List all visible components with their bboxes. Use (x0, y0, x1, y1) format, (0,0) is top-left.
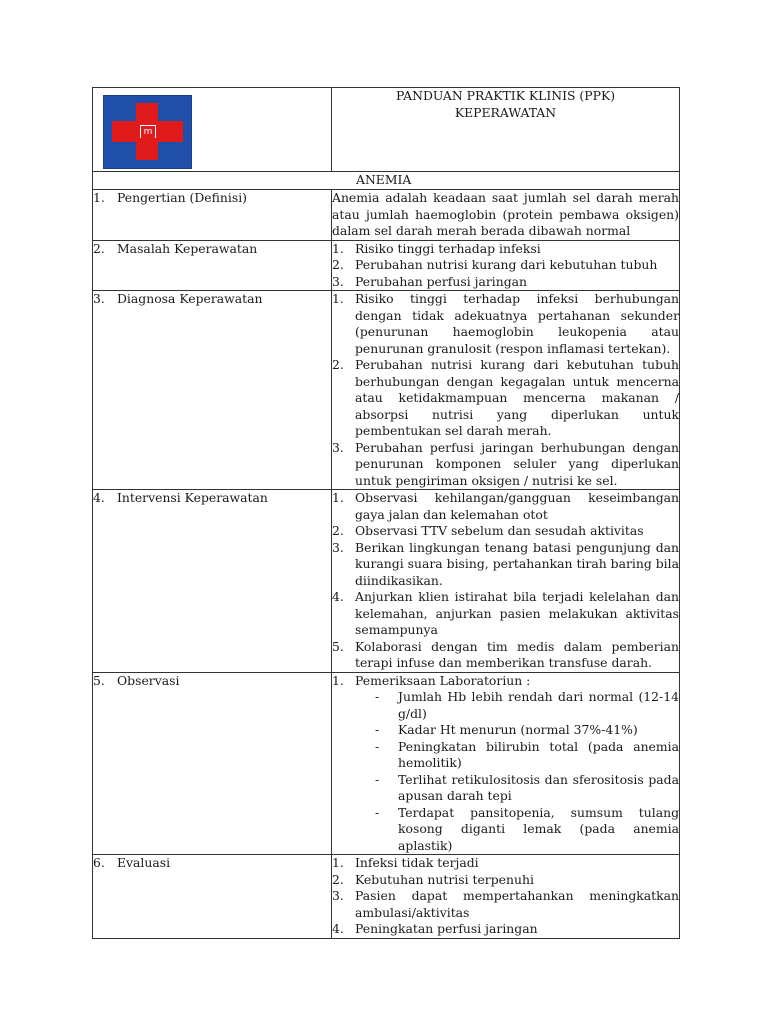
list-item: 2. Kebutuhan nutrisi terpenuhi (332, 871, 534, 887)
list-item: - Peningkatan bilirubin total (pada anemia hemolitik) (375, 738, 679, 770)
row-content-cell (332, 490, 680, 673)
row-label-cell (93, 240, 332, 291)
row-label: Intervensi Keperawatan (117, 490, 268, 505)
numbered-list (332, 291, 679, 489)
topic-row (93, 172, 680, 190)
list-item: 1. Observasi kehilangan/gangguan keseimbangan gaya jalan dan kelemahan otot (332, 490, 679, 522)
table-row (93, 190, 680, 241)
list-item: 5. Kolaborasi dengan tim medis dalam pemberian terapi infuse dan memberikan transfuse darah. (332, 638, 679, 670)
list-item: - Kadar Ht menurun (normal 37%-41%) (375, 722, 638, 737)
list-item: 3. Perubahan perfusi jaringan (332, 273, 528, 289)
topic-title: ANEMIA (356, 172, 412, 187)
list-item: 3. Perubahan perfusi jaringan berhubungan dengan penurunan komponen seluler yang diperlukan untuk pengiriman oksigen / nutrisi ke sel. (332, 439, 679, 488)
row-number: 1. (93, 190, 105, 205)
list-item: - Terdapat pansitopenia, sumsum tulang kosong diganti lemak (pada anemia aplastik) (375, 804, 679, 853)
numbered-list (332, 490, 679, 672)
row-content-cell (332, 291, 680, 490)
numbered-list (332, 673, 679, 855)
row-label-cell (93, 855, 332, 939)
table-row (93, 855, 680, 939)
row-label: Diagnosa Keperawatan (117, 291, 263, 306)
numbered-list (332, 241, 679, 291)
list-item: 1. Infeksi tidak terjadi (332, 855, 479, 870)
list-item: 1. Risiko tinggi terhadap infeksi berhubungan dengan tidak adekuatnya pertahanan sekunder (penurunan haemoglobin leukopenia atau penurunan granulosit (respon inflamasi tertekan). (332, 291, 679, 356)
row-label-cell (93, 291, 332, 490)
hospital-logo-icon: m (103, 95, 192, 169)
logo-cell (93, 88, 332, 172)
row-number: 2. (93, 240, 105, 256)
header-row (93, 88, 680, 172)
row-number: 4. (93, 490, 105, 505)
row-label: Observasi (117, 672, 180, 688)
document-title: PANDUAN PRAKTIK KLINIS (PPK) (395, 88, 616, 103)
row-number: 6. (93, 855, 105, 870)
row-label: Evaluasi (117, 855, 171, 870)
row-content-cell (332, 672, 680, 855)
list-item: 2. Perubahan nutrisi kurang dari kebutuhan tubuh (332, 257, 658, 272)
table-row (93, 672, 680, 855)
table-row (93, 490, 680, 673)
list-item: 4. Anjurkan klien istirahat bila terjadi kelelahan dan kelemahan, anjurkan pasien melakukan aktivitas semampunya (332, 589, 679, 637)
row-label-cell (93, 190, 332, 241)
row-label-cell (93, 672, 332, 855)
numbered-list (332, 855, 679, 938)
topic-cell (93, 172, 680, 190)
row-label-cell (93, 490, 332, 673)
table-row (93, 240, 680, 291)
row-label: Pengertian (Definisi) (117, 190, 247, 205)
row-content-cell (332, 190, 680, 241)
row-number: 3. (93, 291, 105, 306)
row-content-cell (332, 240, 680, 291)
list-item: - Terlihat retikulositosis dan sferositosis pada apusan darah tepi (375, 771, 679, 803)
document-subtitle: KEPERAWATAN (454, 104, 557, 120)
table-row (93, 291, 680, 490)
list-item: 1. Risiko tinggi terhadap infeksi (332, 240, 541, 256)
list-item: 2. Perubahan nutrisi kurang dari kebutuhan tubuh berhubungan dengan kegagalan untuk mencerna atau ketidakmampuan mencerna makanan / absorpsi nutrisi yang diperlukan untuk pembentukan sel darah merah. (332, 357, 679, 438)
row-label: Masalah Keperawatan (117, 240, 258, 256)
row-number: 5. (93, 672, 105, 688)
title-cell (332, 88, 680, 172)
dash-list (355, 689, 679, 854)
list-item: 3. Pasien dapat mempertahankan meningkatkan ambulasi/aktivitas (332, 888, 679, 920)
ppk-table (92, 87, 680, 939)
list-item: 1. Pemeriksaan Laboratoriun : - Jumlah Hb lebih rendah dari normal (12-14 g/dl) - Kadar Ht menurun (normal 37%-41%) - Peningkatan bilirubin total (pada anemia hemolitik) - Terlihat retikulositosis dan sferositosis pada apusan darah tepi - Terdapat pansitopenia, sumsum tulang kosong diganti lemak (pada anemia aplastik) (332, 672, 679, 853)
list-item: 2. Observasi TTV sebelum dan sesudah aktivitas (332, 523, 644, 538)
list-item: 4. Peningkatan perfusi jaringan (332, 921, 538, 936)
list-item: - Jumlah Hb lebih rendah dari normal (12-14 g/dl) (375, 689, 679, 721)
list-item: 3. Berikan lingkungan tenang batasi pengunjung dan kurangi suara bising, pertahankan tirah baring bila diindikasikan. (332, 539, 679, 588)
definition-text: Anemia adalah keadaan saat jumlah sel darah merah atau jumlah haemoglobin (protein pembawa oksigen) dalam sel darah merah berada dibawah normal (332, 190, 679, 238)
row-content-cell (332, 855, 680, 939)
